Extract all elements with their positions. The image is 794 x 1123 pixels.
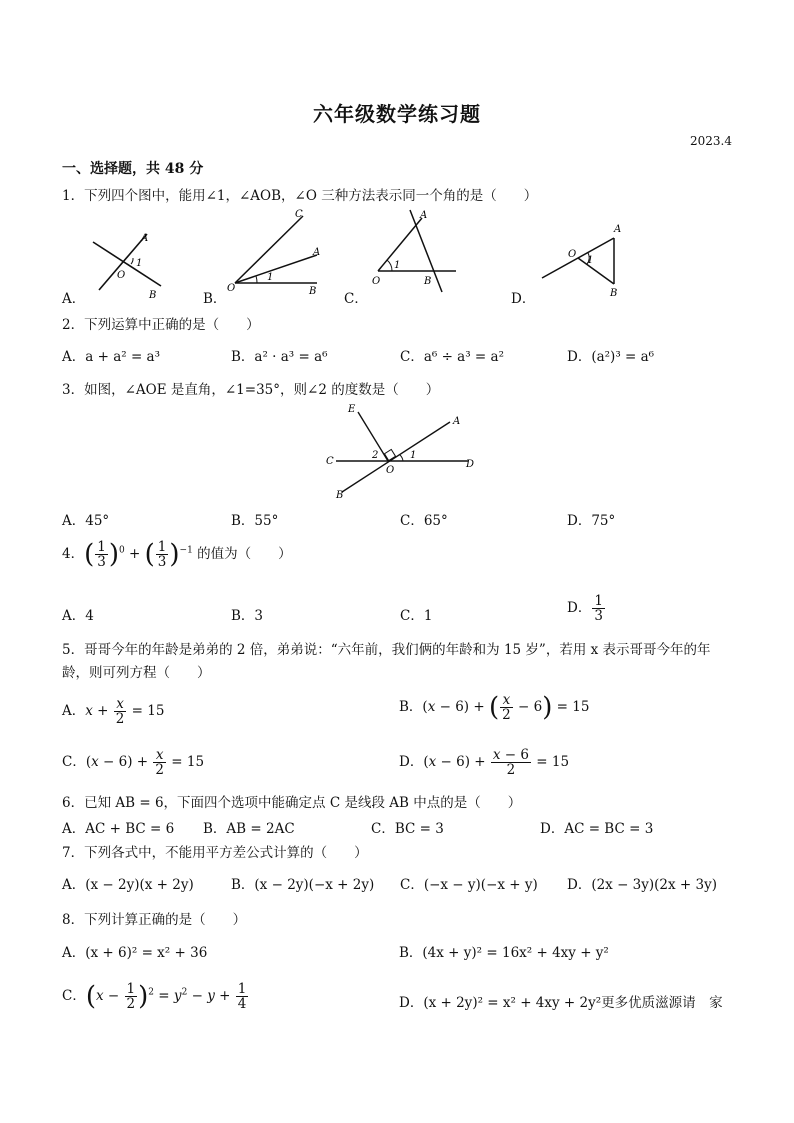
q5-option-b: B．(x − 6) + ( $\frac{x}{2}$ − 6) = 15: [399, 692, 590, 724]
svg-text:D: D: [466, 459, 475, 470]
q8-option-b: B．(4x + y)² = 16x² + 4xy + y²: [399, 945, 609, 961]
svg-text:C: C: [295, 209, 303, 220]
q2-stem: 2．下列运算中正确的是（ ）: [62, 317, 260, 333]
q1-option-a: A．: [62, 291, 86, 307]
q6-option-a: A．AC + BC = 6: [62, 821, 175, 837]
q7-option-d: D．(2x − 3y)(2x + 3y): [567, 877, 718, 893]
q4-option-b: B．3: [231, 608, 264, 624]
q1-option-d: D．: [511, 291, 536, 307]
q7-option-b: B．(x − 2y)(−x + 2y): [231, 877, 375, 893]
svg-text:O: O: [372, 276, 381, 287]
svg-text:A: A: [420, 210, 428, 221]
q6-stem: 6．已知 AB = 6，下面四个选项中能确定点 C 是线段 AB 中点的是（ ）: [62, 795, 522, 811]
svg-text:B: B: [336, 490, 344, 501]
q2-option-d: D．(a²)³ = a⁶: [567, 349, 655, 365]
q8-stem: 8．下列计算正确的是（ ）: [62, 912, 247, 928]
q5-stem-line1: 5．哥哥今年的年龄是弟弟的 2 倍，弟弟说：“六年前，我们俩的年龄和为 15 岁”，若用 x 表示哥哥今年的年: [62, 642, 711, 658]
svg-text:B: B: [309, 286, 317, 297]
watermark-text: 更多优质滋源请 家: [601, 995, 723, 1011]
svg-text:1: 1: [410, 450, 417, 461]
q8-option-c: C．(x − $\frac{1}{2}$ )$^2 = y^2 - y$ + $\frac{1}{4}$: [62, 981, 247, 1013]
svg-text:B: B: [149, 290, 157, 298]
svg-text:O: O: [386, 465, 395, 476]
q4-option-d: D． $\frac{1}{3}$: [567, 593, 603, 625]
q3-option-c: C．65°: [400, 513, 448, 529]
svg-text:A: A: [614, 224, 622, 235]
svg-text:1: 1: [136, 258, 143, 269]
q5-option-a: A．x + $\frac{x}{2}$ = 15: [62, 696, 165, 728]
q6-option-b: B．AB = 2AC: [203, 821, 295, 837]
q2-option-a: A．a + a² = a³: [62, 349, 161, 365]
q4-option-a: A．4: [62, 608, 94, 624]
svg-text:A: A: [141, 233, 149, 244]
q2-option-b: B．a² · a³ = a⁶: [231, 349, 328, 365]
exam-date: 2023.4: [690, 134, 732, 148]
q4-stem: 4．( $\frac{1}{3}$ )$^0$ + ( $\frac{1}{3}$ )$^{-1}$ 的值为（ ）: [62, 539, 292, 571]
q3-option-a: A．45°: [62, 513, 110, 529]
q3-option-d: D．75°: [567, 513, 616, 529]
q3-stem: 3．如图，∠AOE 是直角，∠1=35°，则∠2 的度数是（ ）: [62, 382, 440, 398]
q5-option-c: C．(x − 6) + $\frac{x}{2}$ = 15: [62, 747, 205, 779]
q1-stem: 1．下列四个图中，能用∠1，∠AOB，∠O 三种方法表示同一个角的是（ ）: [62, 188, 538, 204]
q8-option-a: A．(x + 6)² = x² + 36: [62, 945, 208, 961]
svg-text:1: 1: [587, 255, 594, 266]
q1-figure-c: [370, 206, 460, 296]
svg-text:1: 1: [267, 272, 274, 283]
page-title: 六年级数学练习题: [313, 102, 481, 126]
q1-figure-d: [538, 220, 628, 300]
q4-option-c: C．1: [400, 608, 433, 624]
section-heading: 一、选择题，共 48 分: [62, 161, 204, 177]
q3-option-b: B．55°: [231, 513, 279, 529]
q7-option-a: A．(x − 2y)(x + 2y): [62, 877, 194, 893]
q1-figure-b: [225, 208, 325, 298]
q1-option-b: B．: [203, 291, 227, 307]
q8-option-d: D．(x + 2y)² = x² + 4xy + 2y²更多优质滋源请 家: [399, 995, 723, 1011]
q7-stem: 7．下列各式中，不能用平方差公式计算的（ ）: [62, 845, 368, 861]
q4-stem-tail: 的值为（ ）: [197, 546, 292, 563]
svg-text:B: B: [610, 288, 618, 299]
svg-text:A: A: [453, 416, 461, 427]
q1-figure-a: [85, 228, 165, 298]
svg-text:O: O: [117, 270, 126, 281]
svg-text:O: O: [227, 283, 236, 294]
svg-text:1: 1: [394, 260, 401, 271]
q3-figure: [320, 400, 490, 505]
q2-option-c: C．a⁶ ÷ a³ = a²: [400, 349, 504, 365]
q6-option-d: D．AC = BC = 3: [540, 821, 654, 837]
svg-text:E: E: [348, 404, 356, 415]
svg-text:C: C: [326, 456, 334, 467]
q5-stem-line2: 龄，则可列方程（ ）: [62, 665, 211, 681]
svg-text:O: O: [568, 249, 577, 260]
svg-text:2: 2: [372, 450, 379, 461]
q7-option-c: C．(−x − y)(−x + y): [400, 877, 538, 893]
svg-text:A: A: [313, 247, 321, 258]
q6-option-c: C．BC = 3: [371, 821, 444, 837]
q5-option-d: D．(x − 6) + $\frac{x - 6}{2}$ = 15: [399, 747, 570, 779]
svg-text:B: B: [424, 276, 432, 287]
q1-option-c: C．: [344, 291, 368, 307]
